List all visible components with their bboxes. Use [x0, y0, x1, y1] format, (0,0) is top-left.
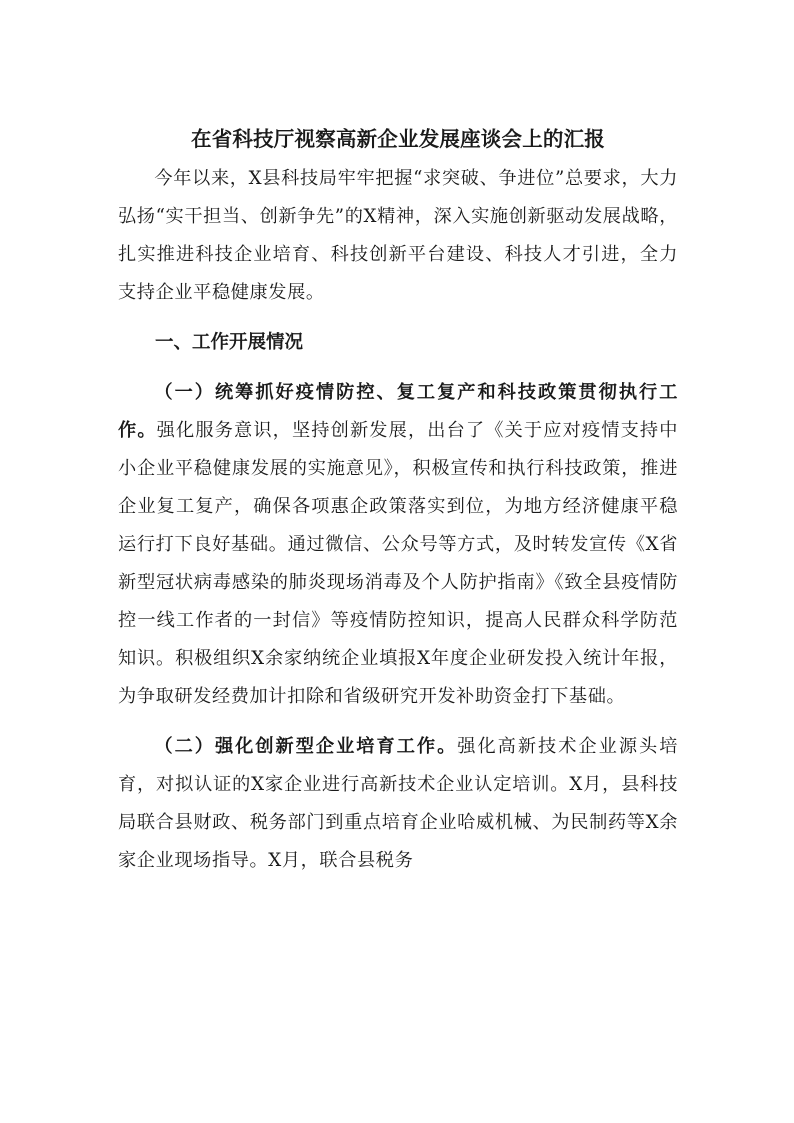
- subsection-2-body: 强化高新技术企业源头培育，对拟认证的X家企业进行高新技术企业认定培训。X月，县科技局联合县财政、税务部门到重点培育企业哈威机械、为民制药等X余家企业现场指导。X月，联合县税务: [118, 736, 678, 871]
- subsection-2-lead: （二）强化创新型企业培育工作。: [154, 736, 458, 757]
- subsection-2-paragraph: [118, 728, 678, 880]
- subsection-1-paragraph: [118, 374, 678, 716]
- document-page: [118, 118, 678, 880]
- subsection-1-lead: （一）统筹抓好疫情防控、复工复产和科技政策贯彻执行工作。: [118, 382, 678, 441]
- document-title: 在省科技厅视察高新企业发展座谈会上的汇报: [191, 127, 605, 151]
- section-heading: 一、工作开展情况: [155, 332, 304, 353]
- intro-paragraph: 今年以来，X县科技局牢牢把握“求突破、争进位”总要求，大力弘扬“实干担当、创新争先”的X精神，深入实施创新驱动发展战略，扎实推进科技企业培育、科技创新平台建设、科技人才引进，全力支持企业平稳健康发展。: [118, 168, 678, 303]
- subsection-1-body: 强化服务意识，坚持创新发展，出台了《关于应对疫情支持中小企业平稳健康发展的实施意见》，积极宣传和执行科技政策，推进企业复工复产，确保各项惠企政策落实到位，为地方经济健康平稳运行打下良好基础。通过微信、公众号等方式，及时转发宣传《X省新型冠状病毒感染的肺炎现场消毒及个人防护指南》《致全县疫情防控一线工作者的一封信》等疫情防控知识，提高人民群众科学防范知识。积极组织X余家纳统企业填报X年度企业研发投入统计年报，为争取研发经费加计扣除和省级研究开发补助资金打下基础。: [118, 420, 679, 707]
